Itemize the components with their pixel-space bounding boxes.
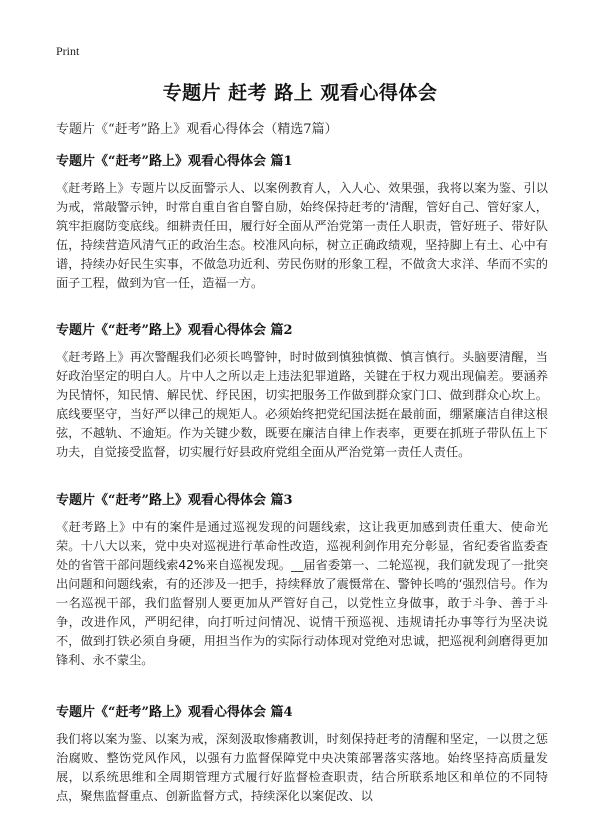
section-heading: 专题片《“赶考”路上》观看心得体会 篇3 bbox=[56, 493, 293, 508]
section-body: 《赶考路上》再次警醒我们必须长鸣警钟，时时做到慎独慎微、慎言慎行。头脑要清醒，当好政治坚定的明白人。片中人之所以走上违法犯罪道路，关键在于权力观出现偏差。要涵养为民情怀，知民情、解民忧、纾民困，切实把服务工作做到群众家门口、做到群众心坎上。底线要坚守，当好严以律己的规矩人。必须始终把党纪国法挺在最前面，绷紧廉洁自律这根弦，不越轨、不逾矩。作为关键少数，既要在廉洁自律上作表率，更要在抓班子带队伍上下功夫，自觉接受监督，切实履行好县政府党组全面从严治党第一责任人责任。 bbox=[56, 350, 548, 459]
document-title: 专题片 赶考 路上 观看心得体会 bbox=[162, 82, 438, 104]
section-4 bbox=[56, 701, 548, 806]
section-3 bbox=[56, 489, 548, 670]
section-heading: 专题片《“赶考”路上》观看心得体会 篇2 bbox=[56, 323, 293, 338]
section-body: 《赶考路上》中有的案件是通过巡视发现的问题线索，这让我更加感到责任重大、使命光荣。十八大以来，党中央对巡视进行革命性改造，巡视利剑作用充分彰显，省纪委省监委查处的省管干部问题线索42%来自巡视发现。__届省委第一、二轮巡视，我们就发现了一批突出问题和问题线索，有的还涉及一把手，持续释放了震慑常在、警钟长鸣的‘强烈信号。作为一名巡视干部，我们监督别人要更加从严管好自己，以党性立身做事，敢于斗争、善于斗争，改进作风，严明纪律，向打听过问情况、说情干预巡视、违规请托办事等行为坚决说不，做到打铁必须自身硬，用担当作为的实际行动体现对党绝对忠诚，把巡视利剑磨得更加锋利、永不蒙尘。 bbox=[56, 520, 548, 667]
section-body: 《赶考路上》专题片以反面警示人、以案例教育人，入人心、效果强，我将以案为鉴、引以为戒，常敲警示钟，时常自重自省自警自励，始终保持赶考的‘清醒，管好自己、管好家人，筑牢拒腐防变底线。细耕责任田，履行好全面从严治党第一责任人职责，管好班子、带好队伍，持续营造风清气正的政治生态。校准风向标，树立正确政绩观，坚持脚上有土、心中有谱，持续办好民生实事，不做急功近利、劳民伤财的形象工程，不做贪大求洋、华而不实的面子工程，做到为官一任，造福一方。 bbox=[56, 181, 548, 290]
section-1 bbox=[56, 150, 548, 293]
document-subtitle: 专题片《“赶考”路上》观看心得体会（精选7篇） bbox=[56, 122, 338, 137]
section-heading: 专题片《“赶考”路上》观看心得体会 篇1 bbox=[56, 154, 293, 169]
print-link[interactable]: Print bbox=[56, 44, 80, 58]
section-body: 我们将以案为鉴、以案为戒，深刻汲取惨痛教训，时刻保持赶考的清醒和坚定，一以贯之惩治腐败、整饬党风作风，以强有力监督保障党中央决策部署落实落地。始终坚持高质量发展，以系统思维和全周期管理方式履行好监督检查职责，结合所联系地区和单位的不同特点，聚焦监督重点、创新监督方式，持续深化以案促改、以 bbox=[56, 732, 548, 803]
section-2 bbox=[56, 319, 548, 462]
section-heading: 专题片《“赶考”路上》观看心得体会 篇4 bbox=[56, 705, 293, 720]
